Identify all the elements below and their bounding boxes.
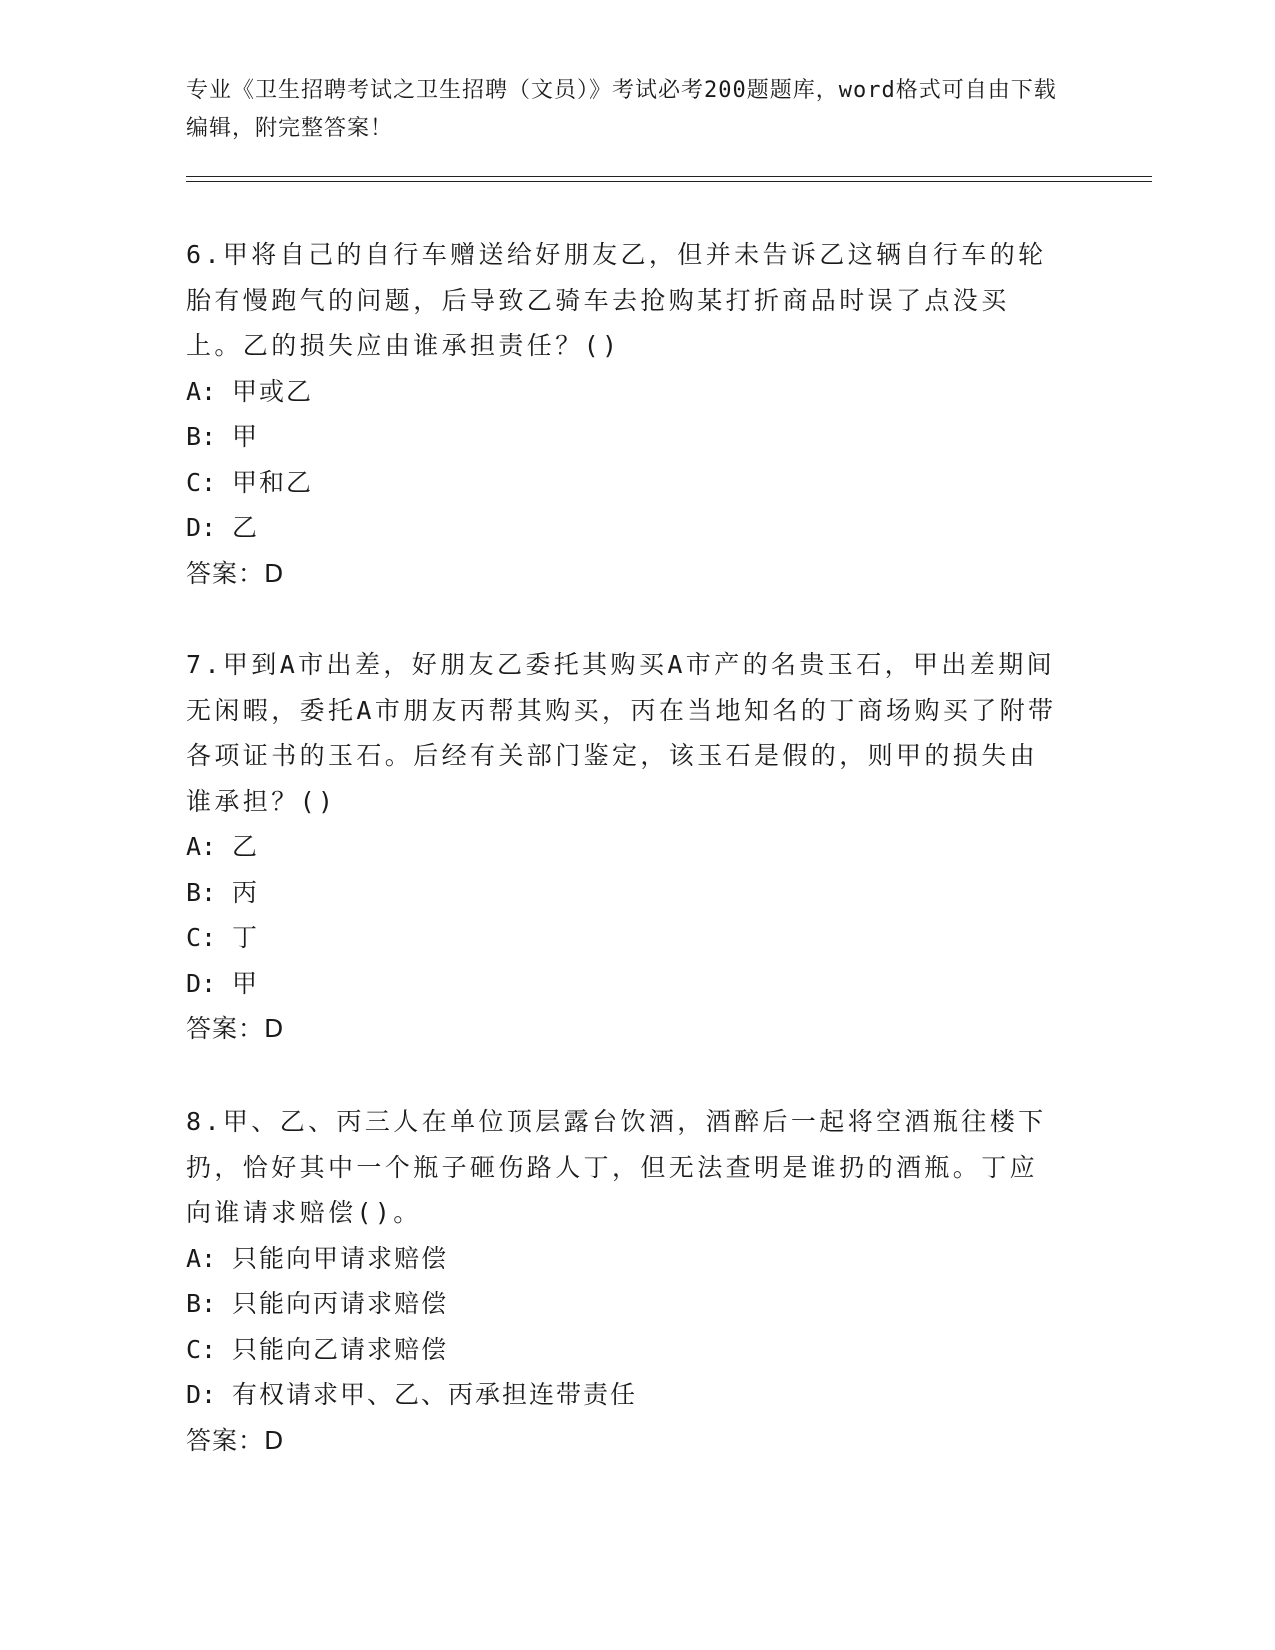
answer-line: 答案：D xyxy=(186,1014,285,1043)
option-key: C: xyxy=(186,1334,217,1364)
option-key: A: xyxy=(186,376,217,406)
option-d xyxy=(186,505,1066,551)
answer-line: 答案：D xyxy=(186,1425,285,1455)
option-a xyxy=(186,824,1066,870)
option-c xyxy=(186,1327,1066,1373)
header-rule-top xyxy=(186,176,1152,177)
option-key: A: xyxy=(186,1243,217,1273)
option-d xyxy=(186,961,1066,1007)
option-text: 甲 xyxy=(232,422,260,451)
option-c xyxy=(186,460,1066,506)
question-text: 7.甲到A市出差，好朋友乙委托其购买A市产的名贵玉石，甲出差期间无闲暇，委托A市朋友丙帮其购买，丙在当地知名的丁商场购买了附带各项证书的玉石。后经有关部门鉴定，该玉石是假的，则甲的损失由谁承担？() xyxy=(186,650,1057,816)
question-text: 8.甲、乙、丙三人在单位顶层露台饮酒，酒醉后一起将空酒瓶往楼下扔，恰好其中一个瓶子砸伤路人丁，但无法查明是谁扔的酒瓶。丁应向谁请求赔偿()。 xyxy=(186,1107,1047,1227)
option-a xyxy=(186,369,1066,415)
option-text: 乙 xyxy=(232,513,260,542)
option-text: 丙 xyxy=(232,877,260,907)
option-text: 有权请求甲、乙、丙承担连带责任 xyxy=(232,1380,638,1409)
question-6 xyxy=(186,232,1066,596)
option-b xyxy=(186,870,1066,916)
option-b xyxy=(186,414,1066,460)
option-text: 只能向丙请求赔偿 xyxy=(232,1289,449,1318)
option-a xyxy=(186,1236,1066,1282)
question-8 xyxy=(186,1099,1066,1463)
option-key: C: xyxy=(186,467,217,497)
option-key: C: xyxy=(186,923,217,952)
option-key: D: xyxy=(186,513,217,542)
option-text: 甲和乙 xyxy=(232,467,314,497)
option-text: 甲或乙 xyxy=(232,376,314,406)
option-d xyxy=(186,1372,1066,1418)
option-key: A: xyxy=(186,832,217,861)
option-text: 只能向甲请求赔偿 xyxy=(232,1243,449,1273)
option-text: 甲 xyxy=(232,968,260,998)
option-text: 只能向乙请求赔偿 xyxy=(232,1334,449,1364)
answer-line: 答案：D xyxy=(186,558,285,588)
option-key: D: xyxy=(186,968,217,998)
option-text: 丁 xyxy=(232,923,260,952)
option-b xyxy=(186,1281,1066,1327)
document-header: 专业《卫生招聘考试之卫生招聘（文员）》考试必考200题题库，word格式可自由下载编辑，附完整答案！ xyxy=(186,78,1057,141)
option-key: B: xyxy=(186,877,217,907)
question-text: 6.甲将自己的自行车赠送给好朋友乙，但并未告诉乙这辆自行车的轮胎有慢跑气的问题，后导致乙骑车去抢购某打折商品时误了点没买上。乙的损失应由谁承担责任？() xyxy=(186,240,1047,360)
option-key: B: xyxy=(186,1289,217,1318)
option-text: 乙 xyxy=(232,832,260,861)
option-key: D: xyxy=(186,1380,217,1409)
header-rule-bottom xyxy=(186,181,1152,182)
question-7 xyxy=(186,642,1066,1052)
option-key: B: xyxy=(186,422,217,451)
option-c xyxy=(186,915,1066,961)
